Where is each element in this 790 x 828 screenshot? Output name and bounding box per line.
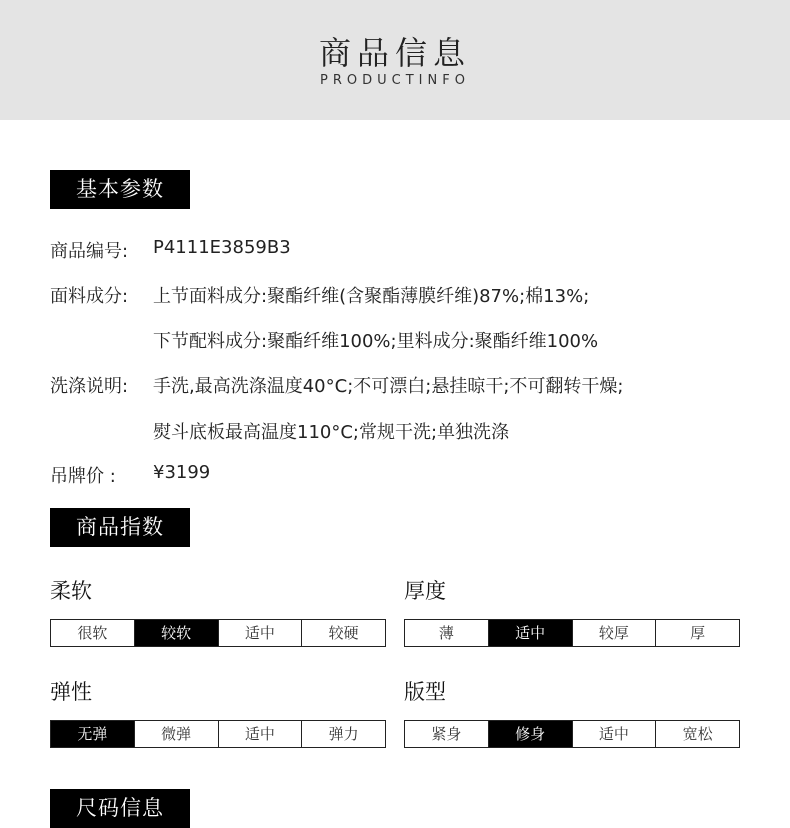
scale-option: 弹力 [301, 721, 385, 747]
price-label: 吊牌价 : [50, 466, 116, 487]
scale-option: 薄 [438, 624, 454, 642]
wash-row [50, 372, 624, 398]
scale-option: 厚 [655, 620, 739, 646]
scale-option: 较硬 [301, 620, 385, 646]
scale-option: 较厚 [572, 620, 656, 646]
page-title: 商品信息 [318, 34, 471, 72]
price-row [50, 462, 211, 488]
index-label-thickness: 厚度 [404, 579, 446, 603]
wash-line-1: 手洗,最高洗涤温度40°C;不可漂白;悬挂晾干;不可翻转干燥; [153, 376, 624, 397]
elasticity-scale [50, 720, 386, 748]
product-code-row [50, 237, 291, 263]
scale-option: 适中 [218, 721, 302, 747]
product-code-label: 商品编号: [50, 241, 129, 262]
fabric-label: 面料成分: [50, 286, 129, 307]
scale-option: 修身 [488, 721, 572, 747]
price-value: ¥3199 [153, 462, 211, 483]
section-title-size: 尺码信息 [50, 789, 190, 828]
index-label-softness: 柔软 [50, 579, 92, 603]
fit-scale [404, 720, 740, 748]
fabric-line-2: 下节配料成分:聚酯纤维100%;里料成分:聚酯纤维100% [153, 331, 599, 352]
scale-option: 适中 [218, 620, 302, 646]
section-title-index: 商品指数 [50, 508, 190, 547]
page-subtitle: PRODUCTINFO [320, 73, 470, 88]
scale-option: 很软 [77, 624, 108, 642]
scale-option: 适中 [572, 721, 656, 747]
scale-option: 无弹 [51, 721, 134, 747]
index-label-fit: 版型 [404, 680, 446, 704]
fabric-line-1: 上节面料成分:聚酯纤维(含聚酯薄膜纤维)87%;棉13%; [153, 286, 590, 307]
scale-option: 微弹 [134, 721, 218, 747]
scale-option: 紧身 [431, 725, 462, 743]
section-title-basic: 基本参数 [50, 170, 190, 209]
scale-option: 宽松 [655, 721, 739, 747]
wash-line-2: 熨斗底板最高温度110°C;常规干洗;单独洗涤 [153, 422, 510, 443]
scale-option: 较软 [134, 620, 218, 646]
wash-label: 洗涤说明: [50, 376, 129, 397]
page-header [0, 0, 790, 120]
scale-option: 适中 [488, 620, 572, 646]
softness-scale [50, 619, 386, 647]
index-label-elasticity: 弹性 [50, 680, 92, 704]
thickness-scale [404, 619, 740, 647]
fabric-row [50, 282, 590, 308]
product-code-value: P4111E3859B3 [153, 237, 291, 258]
